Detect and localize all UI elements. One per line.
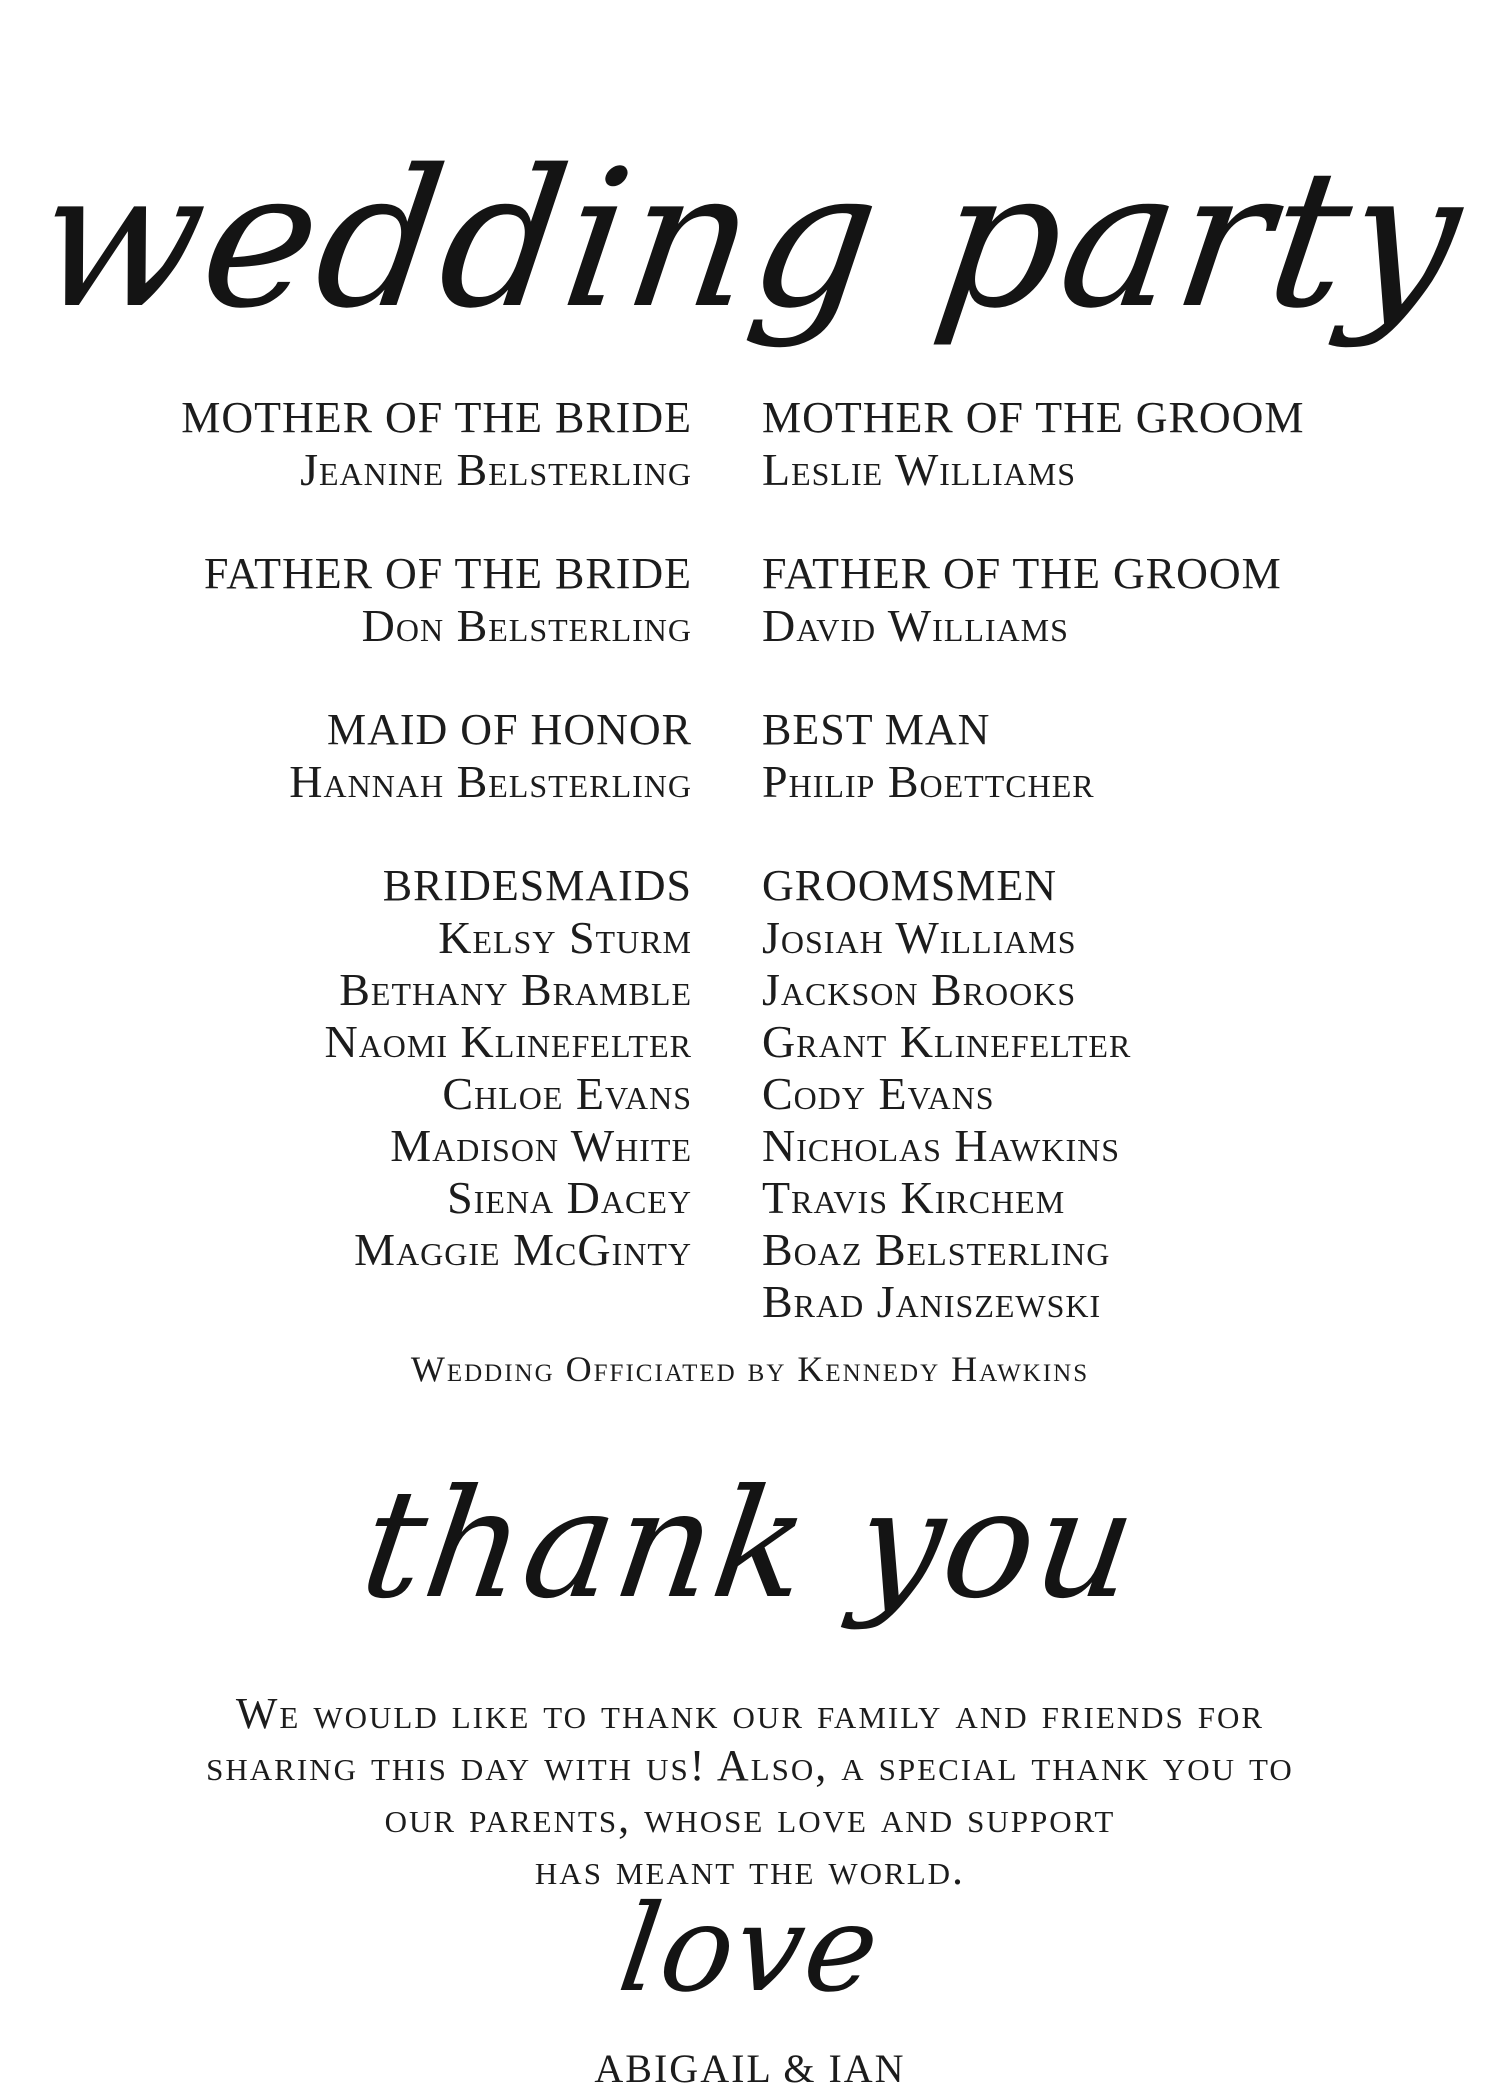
thank-you-message-line: sharing this day with us! Also, a special thank you to [206, 1741, 1294, 1790]
party-group [181, 704, 692, 808]
role-label: MAID OF HONOR [326, 705, 692, 754]
role-label: MOTHER OF THE BRIDE [181, 393, 692, 442]
party-member-name: Chloe Evans [442, 1068, 692, 1119]
bride-side-column [181, 392, 692, 1328]
party-member-name: Jackson Brooks [762, 964, 1077, 1015]
groom-side-column [762, 392, 1305, 1380]
party-member-name: Madison White [390, 1120, 692, 1171]
party-member-name: Kelsy Sturm [438, 912, 692, 963]
thank-you-message [0, 1688, 1500, 1896]
wedding-party-script-title: wedding party [25, 129, 1476, 350]
party-member-name: Don Belsterling [361, 600, 692, 651]
wedding-party-list [0, 392, 1500, 1342]
thank-you-script-heading: thank you [352, 1458, 1148, 1632]
party-member-name: Philip Boettcher [762, 756, 1095, 807]
party-member-name: David Williams [762, 600, 1069, 651]
party-member-name: Maggie McGinty [354, 1224, 692, 1275]
thank-you-message-line: has meant the world. [534, 1845, 966, 1894]
party-member-name: Jeanine Belsterling [300, 444, 692, 495]
party-member-name: Bethany Bramble [339, 964, 692, 1015]
party-group [762, 392, 1305, 496]
role-label: FATHER OF THE BRIDE [204, 549, 692, 598]
party-group [762, 860, 1305, 1328]
couple-signature: ABIGAIL & IAN [594, 2046, 906, 2091]
party-member-name: Grant Klinefelter [762, 1016, 1132, 1067]
party-group [762, 548, 1305, 652]
party-group [762, 704, 1305, 808]
officiant-line: Wedding Officiated by Kennedy Hawkins [410, 1349, 1090, 1389]
party-member-name: Travis Kirchem [762, 1172, 1066, 1223]
party-group [181, 548, 692, 652]
role-label: FATHER OF THE GROOM [762, 549, 1282, 598]
role-label: BEST MAN [762, 705, 991, 754]
party-group [181, 860, 692, 1276]
party-member-name: Hannah Belsterling [289, 756, 692, 807]
party-member-name: Siena Dacey [447, 1172, 692, 1223]
role-label: BRIDESMAIDS [382, 861, 692, 910]
party-member-name: Naomi Klinefelter [324, 1016, 692, 1067]
party-member-name: Nicholas Hawkins [762, 1120, 1121, 1171]
party-group [181, 392, 692, 496]
role-label: MOTHER OF THE GROOM [762, 393, 1305, 442]
party-member-name: Boaz Belsterling [762, 1224, 1111, 1275]
party-member-name: Josiah Williams [762, 912, 1077, 963]
thank-you-message-line: our parents, whose love and support [384, 1793, 1116, 1842]
love-script-closing: love [611, 1880, 889, 2019]
party-member-name: Brad Janiszewski [762, 1276, 1102, 1327]
thank-you-message-line: We would like to thank our family and friends for [235, 1689, 1265, 1738]
party-member-name: Cody Evans [762, 1068, 995, 1119]
party-member-name: Leslie Williams [762, 444, 1077, 495]
role-label: GROOMSMEN [762, 861, 1058, 910]
